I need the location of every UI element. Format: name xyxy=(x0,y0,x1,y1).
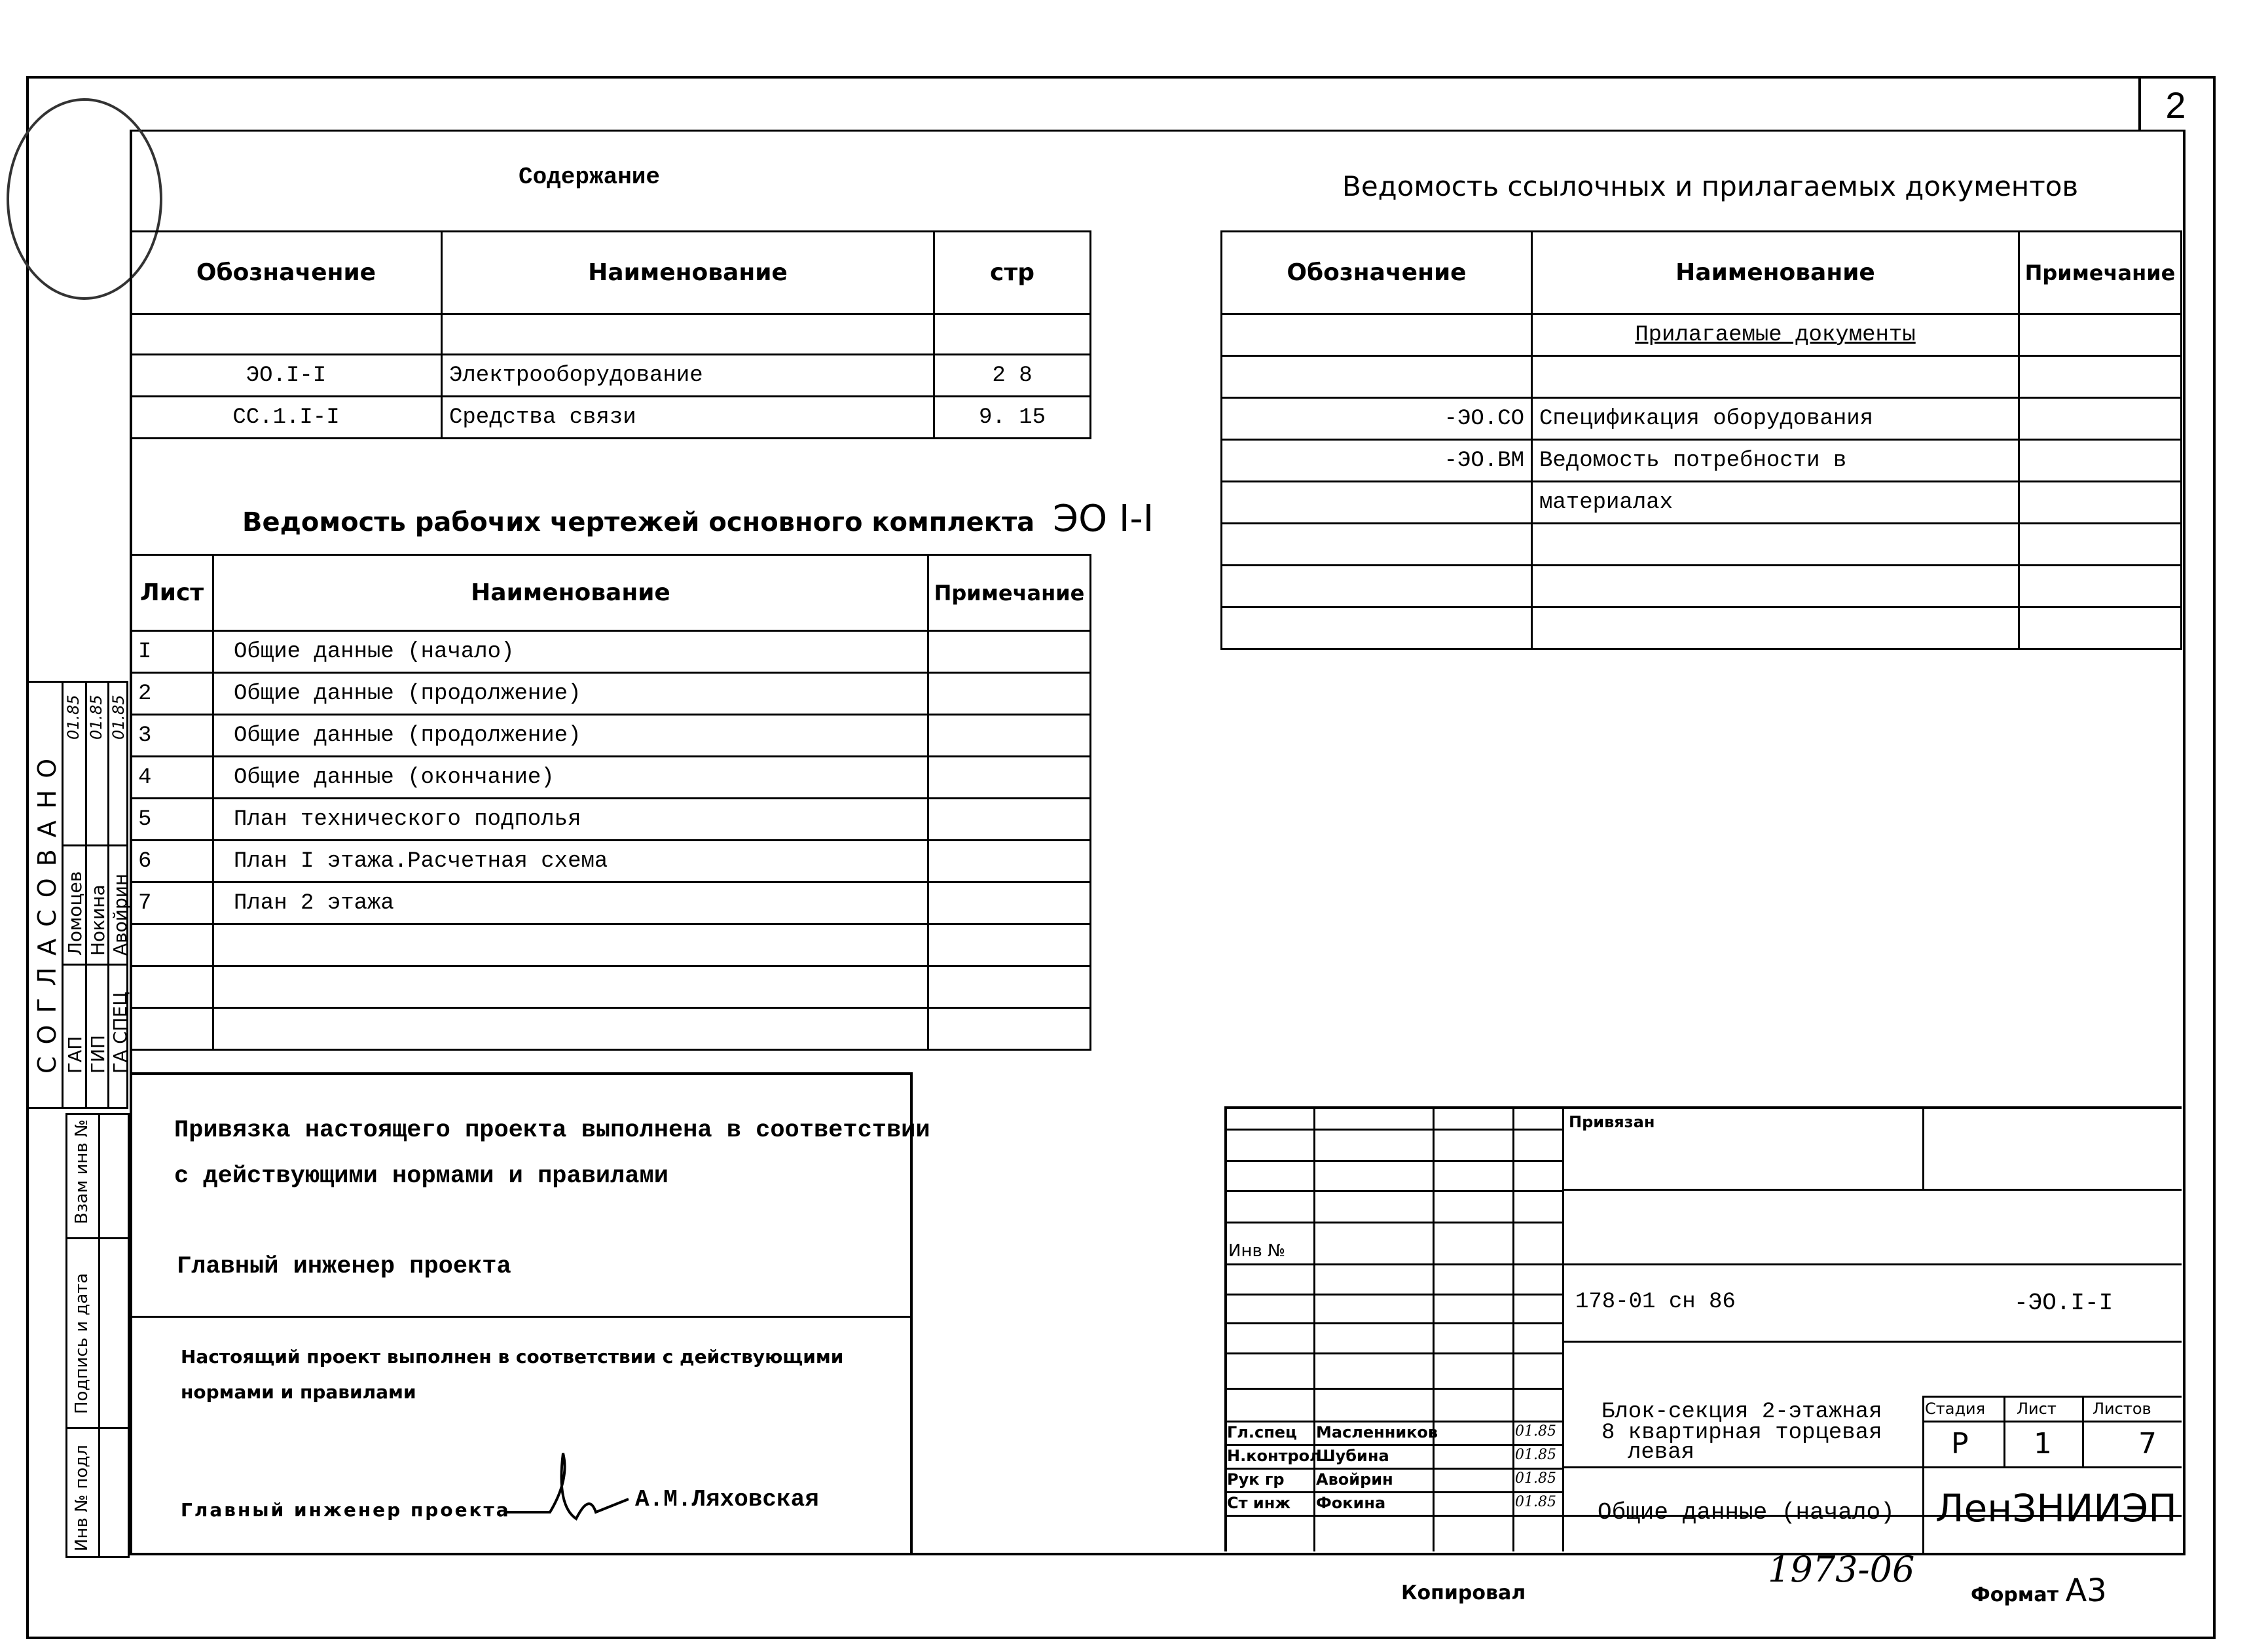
side-strip-signature: Подпись и дата xyxy=(72,1273,92,1414)
drawings-cell: План технического подполья xyxy=(213,799,928,841)
compliance-engineer-name: А.М.Ляховская xyxy=(635,1486,819,1513)
refs-cell xyxy=(1222,482,1532,524)
stamp-project-code: 178-01 сн 86 xyxy=(1575,1290,1736,1314)
drawings-cell xyxy=(213,1008,928,1050)
drawings-cell: 5 xyxy=(131,799,213,841)
footer-format: Формат А3 xyxy=(1971,1572,2107,1609)
contents-header-page: стр xyxy=(934,232,1091,314)
side-strip-replaced: Взам инв № xyxy=(72,1119,92,1224)
drawings-cell xyxy=(213,924,928,966)
approval-date: 01.85 xyxy=(64,695,82,740)
compliance-engineer-label: Главный инженер проекта xyxy=(181,1499,511,1521)
signer-date: 01.85 xyxy=(1515,1423,1556,1440)
table-row xyxy=(131,841,1091,882)
stamp-sheets-label: Листов xyxy=(2093,1400,2151,1418)
drawings-cell xyxy=(928,631,1091,673)
refs-cell xyxy=(2019,398,2182,440)
refs-header-designation: Обозначение xyxy=(1222,232,1532,314)
table-row xyxy=(1222,356,2182,398)
refs-cell: -ЭО.СО xyxy=(1222,398,1532,440)
refs-cell: Прилагаемые документы xyxy=(1532,314,2019,356)
drawings-cell xyxy=(928,924,1091,966)
contents-cell: 2 8 xyxy=(934,355,1091,397)
refs-cell xyxy=(1222,314,1532,356)
binding-line2: с действующими нормами и правилами xyxy=(174,1163,668,1190)
refs-cell xyxy=(2019,356,2182,398)
drawings-cell: Общие данные (продолжение) xyxy=(213,673,928,715)
refs-cell xyxy=(1532,524,2019,566)
contents-cell xyxy=(131,314,442,355)
stamp-sheets: 7 xyxy=(2138,1427,2157,1460)
signer-role: Рук гр xyxy=(1227,1470,1285,1489)
drawings-cell: Общие данные (окончание) xyxy=(213,757,928,799)
signer-date: 01.85 xyxy=(1515,1447,1556,1463)
stamp-project-title-3: левая xyxy=(1628,1440,1695,1465)
compliance-line2: нормами и правилами xyxy=(181,1381,416,1403)
contents-cell xyxy=(442,314,934,355)
drawings-cell xyxy=(131,1008,213,1050)
table-row xyxy=(131,715,1091,757)
table-row xyxy=(131,1008,1091,1050)
refs-cell xyxy=(2019,607,2182,649)
signer-name: Масленников xyxy=(1316,1423,1438,1441)
drawings-cell xyxy=(928,673,1091,715)
drawings-cell: 3 xyxy=(131,715,213,757)
table-row xyxy=(131,966,1091,1008)
drawings-cell: 2 xyxy=(131,673,213,715)
signer-date: 01.85 xyxy=(1515,1494,1556,1510)
engineer-signature xyxy=(498,1440,642,1545)
drawings-cell: 4 xyxy=(131,757,213,799)
drawings-cell xyxy=(928,757,1091,799)
drawings-title: Ведомость рабочих чертежей основного комплекта ЭО I-I xyxy=(242,498,1154,540)
approval-role: ГА СПЕЦ xyxy=(109,991,131,1074)
drawings-cell xyxy=(928,966,1091,1008)
contents-header-name: Наименование xyxy=(442,232,934,314)
drawings-cell xyxy=(928,882,1091,924)
stamp-privyazan: Привязан xyxy=(1569,1113,1655,1131)
refs-cell xyxy=(1222,566,1532,607)
signer-role: Н.контрол xyxy=(1227,1447,1321,1465)
table-row xyxy=(131,397,1091,439)
drawings-cell xyxy=(131,966,213,1008)
signer-name: Фокина xyxy=(1316,1494,1386,1512)
drawings-cell: 7 xyxy=(131,882,213,924)
refs-cell xyxy=(1222,356,1532,398)
drawings-header-sheet: Лист xyxy=(131,555,213,631)
table-row xyxy=(1222,524,2182,566)
refs-cell xyxy=(2019,440,2182,482)
stamp-org: ЛенЗНИИЭП xyxy=(1935,1486,2177,1531)
approval-title: СОГЛАСОВАНО xyxy=(33,746,62,1074)
drawings-cell xyxy=(928,841,1091,882)
signer-name: Шубина xyxy=(1316,1447,1389,1465)
table-row xyxy=(1222,440,2182,482)
refs-cell xyxy=(2019,566,2182,607)
stamp-stage: Р xyxy=(1951,1427,1969,1460)
drawings-cell: 6 xyxy=(131,841,213,882)
refs-cell xyxy=(1532,607,2019,649)
table-row xyxy=(1222,607,2182,649)
approval-name: Нокина xyxy=(87,884,109,956)
table-row xyxy=(131,631,1091,673)
signer-role: Гл.спец xyxy=(1227,1423,1297,1441)
drawings-cell xyxy=(131,924,213,966)
contents-cell: СС.1.I-I xyxy=(131,397,442,439)
contents-header-designation: Обозначение xyxy=(131,232,442,314)
binding-line1: Привязка настоящего проекта выполнена в соответствии xyxy=(174,1117,930,1144)
sheet-number-box xyxy=(2138,79,2210,131)
table-row xyxy=(1222,482,2182,524)
contents-cell xyxy=(934,314,1091,355)
contents-cell: 9. 15 xyxy=(934,397,1091,439)
contents-table xyxy=(130,230,1091,439)
stamp-sheet-label: Лист xyxy=(2017,1400,2057,1418)
stamp-doc-code: -ЭО.I-I xyxy=(2014,1290,2113,1316)
refs-cell xyxy=(1222,607,1532,649)
stamp-stage-label: Стадия xyxy=(1925,1400,1986,1418)
table-row xyxy=(131,673,1091,715)
contents-title: Содержание xyxy=(518,164,661,190)
signer-date: 01.85 xyxy=(1515,1470,1556,1487)
approval-date: 01.85 xyxy=(87,695,105,740)
drawings-cell: Общие данные (начало) xyxy=(213,631,928,673)
signer-role: Ст инж xyxy=(1227,1494,1291,1512)
table-row xyxy=(131,757,1091,799)
refs-cell xyxy=(1532,566,2019,607)
sheet-number: 2 xyxy=(2165,84,2186,126)
refs-cell: Спецификация оборудования xyxy=(1532,398,2019,440)
drawings-header-note: Примечание xyxy=(928,555,1091,631)
table-row xyxy=(1222,566,2182,607)
refs-title: Ведомость ссылочных и прилагаемых документов xyxy=(1342,170,2079,202)
contents-cell: Средства связи xyxy=(442,397,934,439)
refs-cell xyxy=(2019,314,2182,356)
compliance-line1: Настоящий проект выполнен в соответствии с действующими xyxy=(181,1346,844,1368)
drawings-cell: План I этажа.Расчетная схема xyxy=(213,841,928,882)
contents-cell: Электрооборудование xyxy=(442,355,934,397)
refs-header-note: Примечание xyxy=(2019,232,2182,314)
refs-cell xyxy=(1222,524,1532,566)
stamp-inv-label: Инв № xyxy=(1228,1241,1286,1261)
frame-top-line xyxy=(130,130,2183,132)
drawings-cell: I xyxy=(131,631,213,673)
refs-cell xyxy=(2019,482,2182,524)
refs-cell: Ведомость потребности в xyxy=(1532,440,2019,482)
refs-cell: материалах xyxy=(1532,482,2019,524)
footer-handwritten-number: 1973-06 xyxy=(1768,1549,1915,1590)
approval-role: ГИП xyxy=(87,1034,109,1074)
table-row xyxy=(131,799,1091,841)
stamp-sheet: 1 xyxy=(2034,1427,2052,1460)
refs-header-name: Наименование xyxy=(1532,232,2019,314)
refs-cell xyxy=(1532,356,2019,398)
drawings-header-name: Наименование xyxy=(213,555,928,631)
signer-name: Авойрин xyxy=(1316,1470,1393,1489)
refs-cell xyxy=(2019,524,2182,566)
side-strip-inv: Инв № подл xyxy=(72,1445,92,1551)
table-row xyxy=(131,882,1091,924)
approval-name: Ломоцев xyxy=(64,871,86,956)
approval-role: ГАП xyxy=(64,1036,86,1074)
refs-table xyxy=(1220,230,2182,650)
drawings-cell: План 2 этажа xyxy=(213,882,928,924)
table-row xyxy=(1222,398,2182,440)
stamp-project-title-1: Блок-секция 2-этажная xyxy=(1601,1400,1882,1424)
footer-copied: Копировал xyxy=(1401,1582,1526,1604)
refs-cell: -ЭО.ВМ xyxy=(1222,440,1532,482)
stamp-project-title-2: 8 квартирная торцевая xyxy=(1601,1421,1882,1445)
drawings-cell xyxy=(928,799,1091,841)
contents-cell: ЭО.I-I xyxy=(131,355,442,397)
stamp-sheet-title: Общие данные (начало) xyxy=(1598,1499,1895,1526)
approval-name: Авойрин xyxy=(109,873,131,956)
table-row xyxy=(1222,314,2182,356)
drawings-cell: Общие данные (продолжение) xyxy=(213,715,928,757)
table-row xyxy=(131,355,1091,397)
approval-date: 01.85 xyxy=(109,695,128,740)
drawings-table xyxy=(130,554,1091,1051)
drawings-cell xyxy=(213,966,928,1008)
drawings-cell xyxy=(928,715,1091,757)
table-row xyxy=(131,924,1091,966)
drawings-cell xyxy=(928,1008,1091,1050)
binding-engineer-label: Главный инженер проекта xyxy=(177,1253,511,1280)
